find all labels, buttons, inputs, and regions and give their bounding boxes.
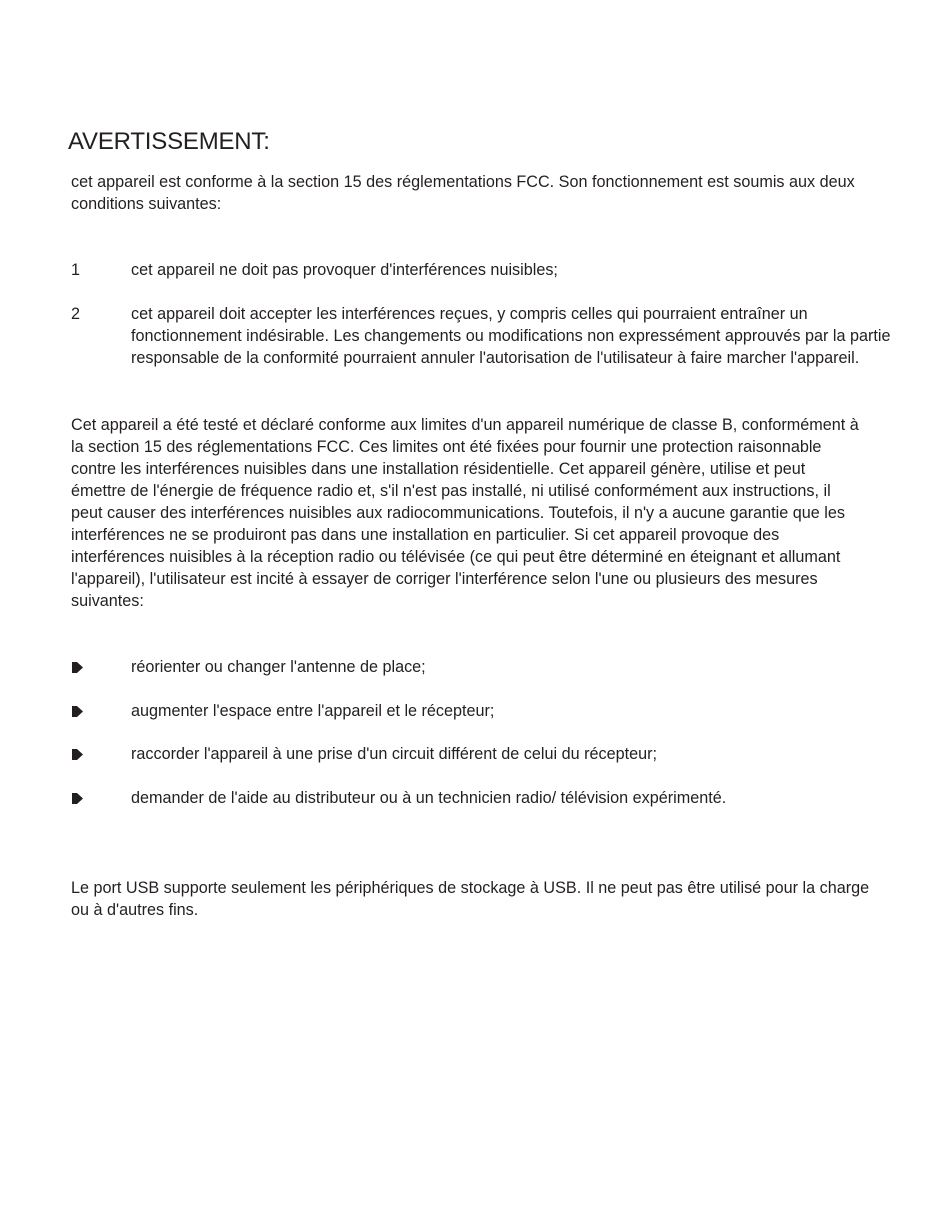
measure-item <box>71 700 891 722</box>
bullet-icon <box>71 705 84 718</box>
measure-item <box>71 656 891 678</box>
condition-item <box>71 303 891 369</box>
condition-text: cet appareil doit accepter les interférences reçues, y compris celles qui pourraient entraîner un fonctionnement indésirable. Les changements ou modifications non expressément approuvés par la partie responsable de la conformité pourraient annuler l'autorisation de l'utilisateur à faire marcher l'appareil. <box>131 305 891 367</box>
condition-text: cet appareil ne doit pas provoquer d'interférences nuisibles; <box>131 261 558 279</box>
measure-text: raccorder l'appareil à une prise d'un circuit différent de celui du récepteur; <box>131 745 657 763</box>
bullet-icon <box>71 792 84 805</box>
bullet-icon <box>71 661 84 674</box>
measure-text: augmenter l'espace entre l'appareil et le récepteur; <box>131 701 495 720</box>
bullet-icon <box>71 748 84 761</box>
compliance-paragraph: Cet appareil a été testé et déclaré conforme aux limites d'un appareil numérique de classe B, conformément à la section 15 des réglementations FCC. Ces limites ont été fixées pour fournir une protection raisonnable contre les interférences nuisibles dans une installation résidentielle. Cet appareil génère, utilise et peut émettre de l'énergie de fréquence radio et, s'il n'est pas installé, ni utilisé conformément aux instructions, il peut causer des interférences nuisibles aux radiocommunications. Toutefois, il n'y a aucune garantie que les interférences ne se produiront pas dans une installation en particulier. Si cet appareil provoque des interférences nuisibles à la réception radio ou télévisée (ce qui peut être déterminé en éteignant et allumant l'appareil), l'utilisateur est incité à essayer de corriger l'interférence selon l'une ou plusieurs des mesures suivantes: <box>71 416 859 610</box>
condition-item <box>71 259 891 281</box>
condition-number: 1 <box>71 261 81 279</box>
measure-text: demander de l'aide au distributeur ou à un technicien radio/ télévision expérimenté. <box>131 788 727 807</box>
measure-item <box>71 787 891 809</box>
conditions-list <box>71 259 891 391</box>
measures-list <box>71 656 891 830</box>
intro-paragraph: cet appareil est conforme à la section 15 des réglementations FCC. Son fonctionnement est soumis aux deux conditions suivantes: <box>71 173 855 213</box>
usb-note-paragraph: Le port USB supporte seulement les périphériques de stockage à USB. Il ne peut pas être utilisé pour la charge ou à d'autres fins. <box>71 879 870 919</box>
page-title: AVERTISSEMENT: <box>68 128 270 155</box>
measure-item <box>71 743 891 765</box>
measure-text: réorienter ou changer l'antenne de place; <box>131 658 426 676</box>
condition-number: 2 <box>71 305 81 323</box>
